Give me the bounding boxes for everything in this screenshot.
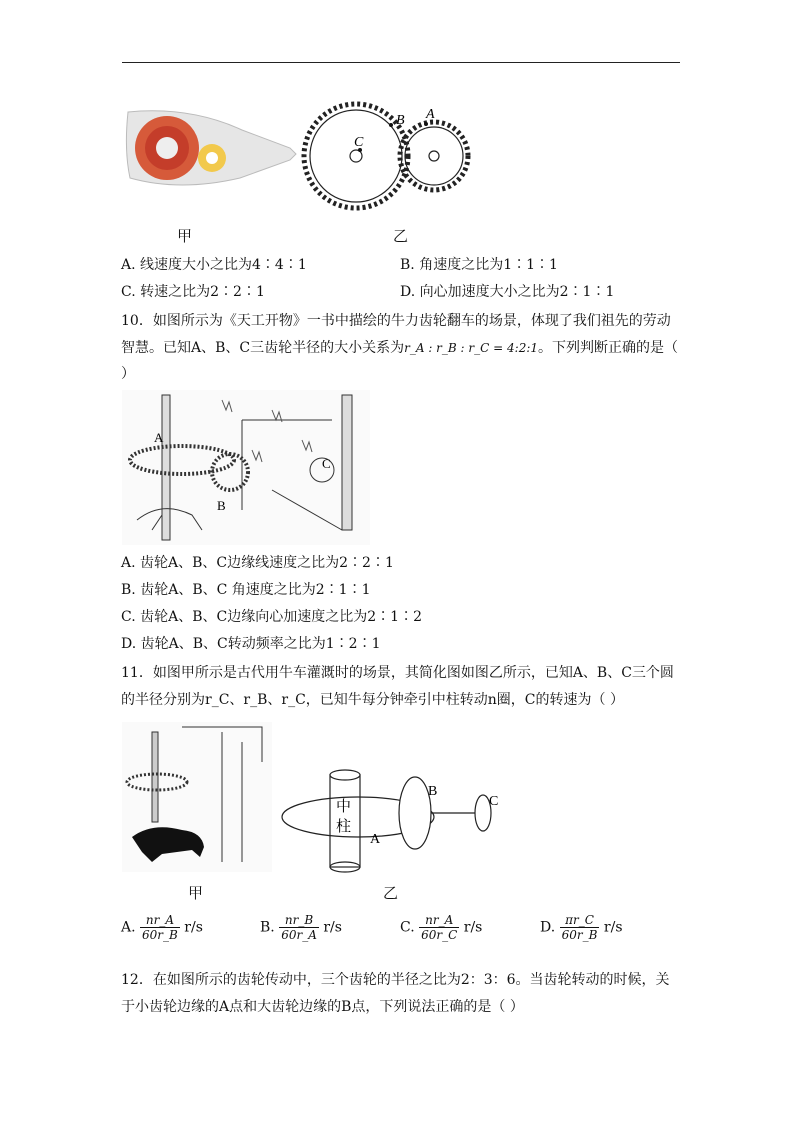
q11-figure-label-jia: 甲 <box>188 884 204 902</box>
q12-line-2: 于小齿轮边缘的A点和大齿轮边缘的B点，下列说法正确的是（ ） <box>121 999 524 1015</box>
q11-label-a: A <box>370 832 381 847</box>
q11-option-d[interactable]: D. $\frac{\pi r\_C}{60r\_B}$ r/s <box>540 913 623 942</box>
q11-line-2: 的半径分别为r_C、r_B、r_C，已知牛每分钟牵引中柱转动n圈，C的转速为（ ） <box>121 692 624 708</box>
q11-label-c: C <box>489 794 499 809</box>
gear-label-a: A <box>426 107 435 122</box>
q10-label-b: B <box>217 498 226 513</box>
ox-irrigation-illustration <box>122 722 272 872</box>
figure-label-jia: 甲 <box>177 227 193 245</box>
q11-option-a[interactable]: A. $\frac{nr\_A}{60r\_B}$ r/s <box>121 913 203 942</box>
q9-option-a[interactable]: A. 线速度大小之比为4∶4∶1 <box>121 257 307 273</box>
figure-label-yi: 乙 <box>393 227 409 245</box>
q9-option-d[interactable]: D. 向心加速度大小之比为2∶1∶1 <box>400 284 615 300</box>
center-pillar-label-2: 柱 <box>336 819 352 835</box>
q9-option-c[interactable]: C. 转速之比为2∶2∶1 <box>121 284 265 300</box>
q10-label-c: C <box>322 456 331 471</box>
tape-dispenser-image <box>120 100 300 195</box>
gear-label-b: B <box>396 113 405 128</box>
q10-option-a[interactable]: A. 齿轮A、B、C边缘线速度之比为2∶2∶1 <box>121 555 394 571</box>
q11-figure-label-yi: 乙 <box>383 884 399 902</box>
header-rule <box>122 62 680 63</box>
q9-option-b[interactable]: B. 角速度之比为1∶1∶1 <box>400 257 558 273</box>
q11-line-1: 11．如图甲所示是古代用牛车灌溉时的场景，其简化图如图乙所示，已知A、B、C三个圆 <box>121 665 674 681</box>
gear-diagram <box>298 98 478 218</box>
q10-option-b[interactable]: B. 齿轮A、B、C 角速度之比为2∶1∶1 <box>121 582 371 598</box>
q10-label-a: A <box>154 430 164 445</box>
q11-option-c[interactable]: C. $\frac{nr\_A}{60r\_C}$ r/s <box>400 913 483 942</box>
q10-option-c[interactable]: C. 齿轮A、B、C边缘向心加速度之比为2∶1∶2 <box>121 609 422 625</box>
q11-label-b: B <box>428 784 438 799</box>
q10-option-d[interactable]: D. 齿轮A、B、C转动频率之比为1∶2∶1 <box>121 636 381 652</box>
q10-line-1: 10．如图所示为《天工开物》一书中描绘的牛力齿轮翻车的场景，体现了我们祖先的劳动 <box>121 313 671 329</box>
q10-line-2: 智慧。已知A、B、C三齿轮半径的大小关系为r_A : r_B : r_C = 4:2:1。下列判断正确的是（ <box>121 340 679 356</box>
q12-line-1: 12．在如图所示的齿轮传动中，三个齿轮的半径之比为2：3：6。当齿轮转动的时候，关 <box>121 972 670 988</box>
center-pillar-label-1: 中 <box>336 799 352 815</box>
q11-option-b[interactable]: B. $\frac{nr\_B}{60r\_A}$ r/s <box>260 913 342 942</box>
simplified-gear-diagram <box>278 765 508 875</box>
ox-waterwheel-illustration <box>122 390 370 545</box>
q10-line-3: ） <box>121 366 135 382</box>
gear-label-c: C <box>354 135 364 150</box>
